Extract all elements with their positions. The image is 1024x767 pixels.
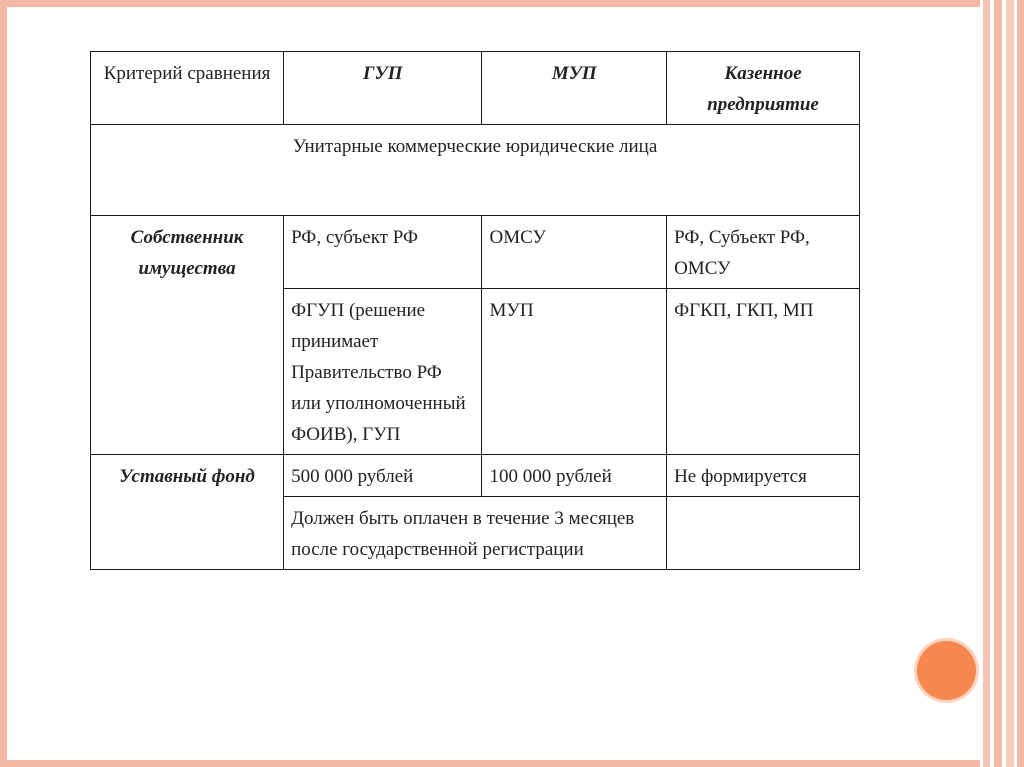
owner-type-state-cell: ФГКП, ГКП, МП: [667, 289, 860, 455]
charter-fund-label: Уставный фонд: [91, 455, 284, 570]
comparison-table: [90, 51, 860, 570]
header-state-enterprise: Казенное предприятие: [667, 52, 860, 125]
charter-state-cell: Не формируется: [667, 455, 860, 497]
header-mup: МУП: [482, 52, 667, 125]
table-row-charter-1: [91, 455, 860, 497]
owner-gup-cell: РФ, субъект РФ: [284, 216, 482, 289]
owner-state-cell: РФ, Субъект РФ, ОМСУ: [667, 216, 860, 289]
owner-mup-cell: ОМСУ: [482, 216, 667, 289]
charter-mup-cell: 100 000 рублей: [482, 455, 667, 497]
owner-label: Собственник имущества: [91, 216, 284, 455]
table-header-row: [91, 52, 860, 125]
owner-type-mup-cell: МУП: [482, 289, 667, 455]
table-row-legal-form: [91, 125, 860, 216]
charter-gup-cell: 500 000 рублей: [284, 455, 482, 497]
merged-legal-form-cell: Унитарные коммерческие юридические лица: [91, 125, 860, 216]
table-row-owner-1: [91, 216, 860, 289]
decorative-stripes: [980, 0, 1024, 767]
header-gup: ГУП: [284, 52, 482, 125]
owner-type-gup-cell: ФГУП (решение принимает Правительство РФ или уполномоченный ФОИВ), ГУП: [284, 289, 482, 455]
accent-circle: [917, 641, 976, 700]
charter-payment-cell: Должен быть оплачен в течение 3 месяцев после государственной регистрации: [284, 497, 667, 570]
header-criterion: Критерий сравнения: [91, 52, 284, 125]
charter-empty-cell: [667, 497, 860, 570]
